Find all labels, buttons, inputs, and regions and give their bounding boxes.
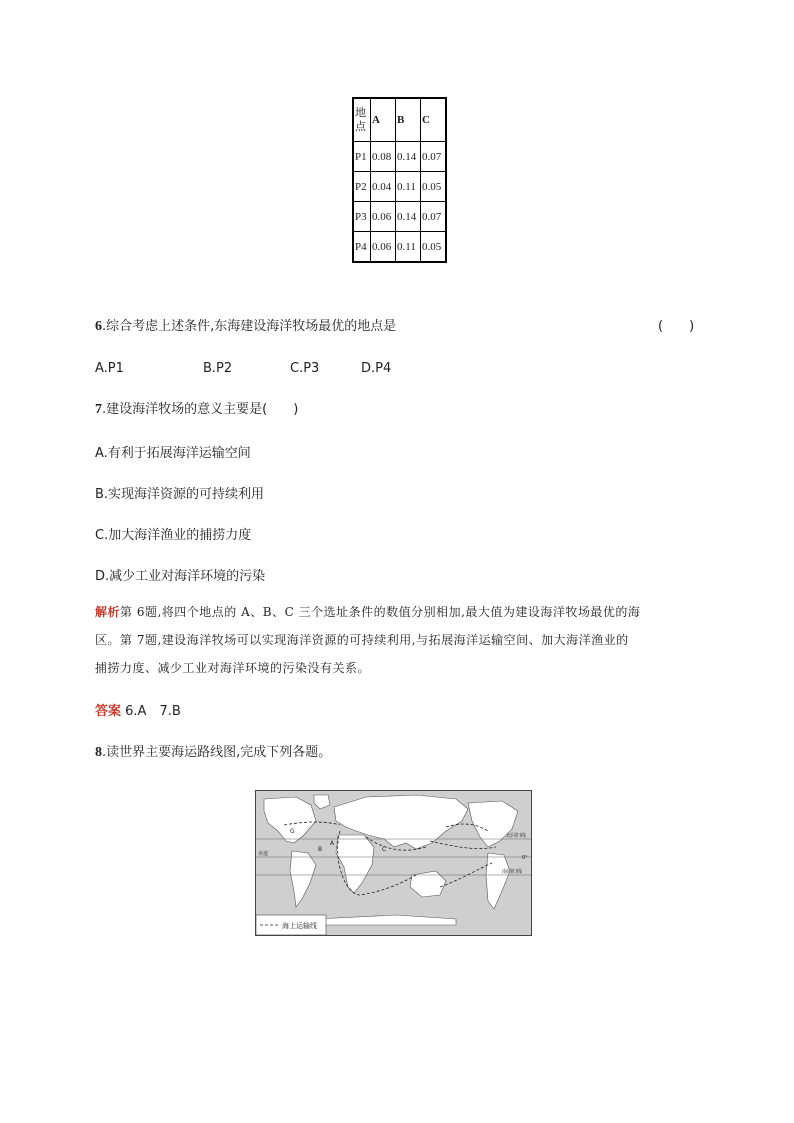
- table-header-row: [353, 98, 446, 142]
- cell-c: 0.05: [421, 172, 447, 202]
- header-c: C: [421, 98, 447, 142]
- question-6-bracket: ( ): [658, 319, 695, 334]
- table-row: [353, 232, 446, 263]
- cell-a: 0.06: [371, 232, 396, 263]
- question-8: [95, 744, 331, 762]
- question-8-text: .读世界主要海运路线图,完成下列各题。: [102, 745, 332, 760]
- label-a: A: [330, 840, 335, 847]
- label-g: G: [290, 828, 295, 835]
- label-c: C: [382, 846, 387, 853]
- cell-loc: P2: [353, 172, 371, 202]
- answer-text: 6.A 7.B: [121, 704, 181, 719]
- question-7-number: 7: [95, 402, 102, 417]
- question-7-text: .建设海洋牧场的意义主要是( ): [102, 402, 299, 417]
- cell-b: 0.11: [396, 232, 421, 263]
- label-north-tropic: 北回归线: [506, 833, 527, 839]
- question-7: [95, 401, 298, 419]
- cell-c: 0.07: [421, 142, 447, 172]
- q6-option-d[interactable]: D.P4: [361, 361, 392, 376]
- table-row: [353, 202, 446, 232]
- cell-c: 0.07: [421, 202, 447, 232]
- header-b: B: [396, 98, 421, 142]
- question-6-number: 6: [95, 319, 102, 334]
- question-8-number: 8: [95, 745, 102, 760]
- cell-a: 0.08: [371, 142, 396, 172]
- question-6: [95, 318, 396, 336]
- legend-label: 海上运输线: [282, 922, 317, 930]
- cell-b: 0.11: [396, 172, 421, 202]
- analysis-block: [95, 598, 695, 682]
- shipping-route-map: [255, 790, 532, 936]
- cell-a: 0.04: [371, 172, 396, 202]
- answer-label: 答案: [95, 704, 122, 719]
- cell-b: 0.14: [396, 142, 421, 172]
- header-a: A: [371, 98, 396, 142]
- cell-a: 0.06: [371, 202, 396, 232]
- q6-option-b[interactable]: B.P2: [203, 361, 233, 376]
- map-svg: [256, 791, 531, 935]
- q6-option-a[interactable]: A.P1: [95, 361, 124, 376]
- label-zero: 0°: [522, 855, 528, 861]
- site-table-wrapper: [352, 97, 447, 263]
- cell-b: 0.14: [396, 202, 421, 232]
- cell-loc: P4: [353, 232, 371, 263]
- analysis-line-1-text: 第 6题,将四个地点的 A、B、C 三个选址条件的数值分别相加,最大值为建设海洋牧场最优的海: [120, 605, 641, 619]
- answer-line: [95, 703, 181, 721]
- cell-c: 0.05: [421, 232, 447, 263]
- q7-option-d[interactable]: D.减少工业对海洋环境的污染: [95, 569, 266, 584]
- header-location: 地点: [353, 98, 371, 142]
- cell-loc: P1: [353, 142, 371, 172]
- q7-option-c[interactable]: C.加大海洋渔业的捕捞力度: [95, 528, 252, 543]
- q7-option-b[interactable]: B.实现海洋资源的可持续利用: [95, 487, 265, 502]
- analysis-line-3: 捕捞力度、减少工业对海洋环境的污染没有关系。: [95, 661, 371, 675]
- analysis-label: 解析: [95, 605, 121, 619]
- analysis-line-2: 区。第 7题,建设海洋牧场可以实现海洋资源的可持续利用,与拓展海洋运输空间、加大海洋渔业的: [95, 633, 629, 647]
- label-b: B: [318, 846, 323, 853]
- cell-loc: P3: [353, 202, 371, 232]
- table-row: [353, 142, 446, 172]
- label-south-tropic: 南回归线: [502, 869, 523, 875]
- question-6-text: .综合考虑上述条件,东海建设海洋牧场最优的地点是: [102, 319, 397, 334]
- table-row: [353, 172, 446, 202]
- analysis-line-1: [95, 598, 695, 626]
- q7-option-a[interactable]: A.有利于拓展海洋运输空间: [95, 446, 251, 461]
- label-equator: 赤道: [258, 851, 269, 857]
- q6-option-c[interactable]: C.P3: [290, 361, 320, 376]
- site-table: [352, 97, 447, 263]
